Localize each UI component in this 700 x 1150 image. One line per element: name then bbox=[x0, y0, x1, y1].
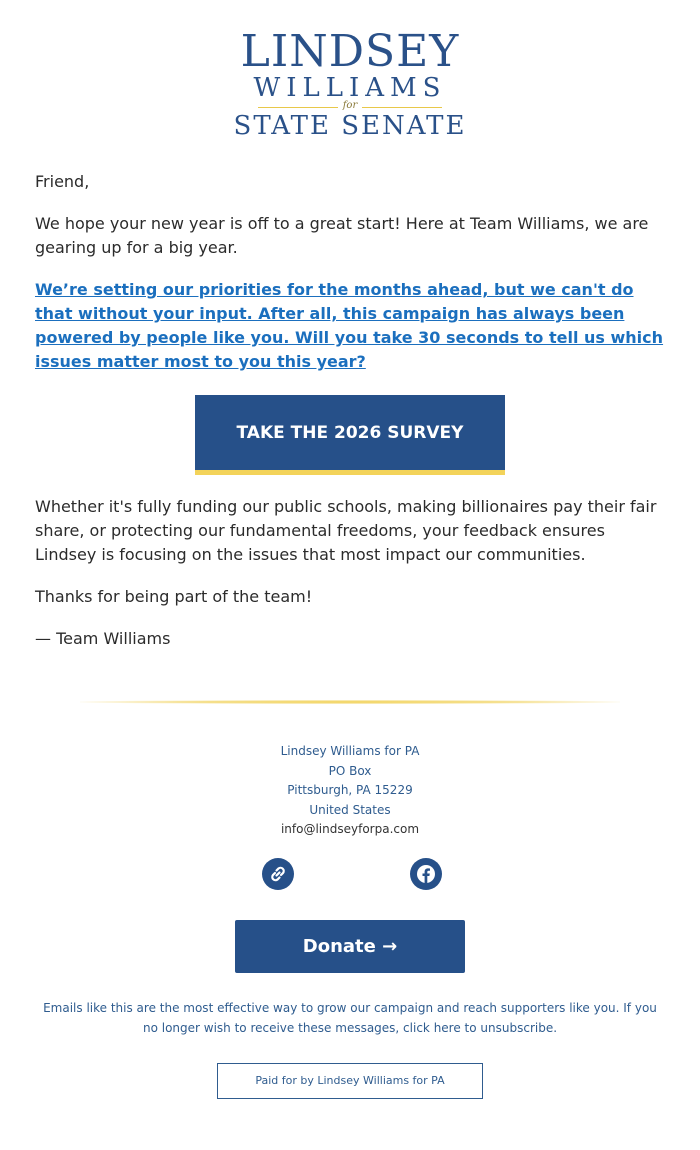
facebook-icon[interactable] bbox=[410, 858, 442, 890]
issues-paragraph: Whether it's fully funding our public schools, making billionaires pay their fair share, or protecting our fundamental freedoms, your feedback ensures Lindsey is focusing on the issues that most impact our communities. bbox=[35, 497, 657, 564]
logo-for: for bbox=[342, 100, 358, 111]
footer-org: Lindsey Williams for PA bbox=[280, 744, 420, 758]
logo-name-williams: WILLIAMS bbox=[253, 73, 447, 103]
take-survey-button[interactable]: TAKE THE 2026 SURVEY bbox=[195, 395, 505, 475]
paid-for-disclaimer: Paid for by Lindsey Williams for PA bbox=[217, 1063, 483, 1099]
footer-pobox: PO Box bbox=[328, 763, 372, 778]
signoff: — Team Williams bbox=[35, 629, 171, 648]
footer-address bbox=[0, 742, 700, 840]
footer-city: Pittsburgh, PA 15229 bbox=[287, 783, 413, 797]
survey-link-paragraph[interactable]: We’re setting our priorities for the months ahead, but we can't do that without your input. After all, this campaign has always been powered by people like you. Will you take 30 seconds to tell us which issues matter most to you this year? bbox=[35, 280, 664, 371]
gold-divider bbox=[80, 700, 620, 704]
donate-button[interactable]: Donate → bbox=[235, 920, 465, 973]
footer-country: United States bbox=[309, 802, 391, 817]
link-icon[interactable] bbox=[262, 858, 294, 890]
logo-state-senate: STATE SENATE bbox=[233, 111, 467, 141]
thanks-line: Thanks for being part of the team! bbox=[35, 587, 313, 606]
logo-name-lindsey: LINDSEY bbox=[240, 26, 460, 77]
intro-paragraph: We hope your new year is off to a great start! Here at Team Williams, we are gearing up for a big year. bbox=[35, 214, 649, 257]
footer-email-link[interactable]: info@lindseyforpa.com bbox=[280, 822, 420, 836]
greeting: Friend, bbox=[35, 172, 90, 191]
logo-gold-line-right bbox=[362, 107, 442, 108]
unsubscribe-text[interactable]: Emails like this are the most effective way to grow our campaign and reach supporters like you. If you no longer wish to receive these messages, click here to unsubscribe. bbox=[43, 1001, 657, 1035]
